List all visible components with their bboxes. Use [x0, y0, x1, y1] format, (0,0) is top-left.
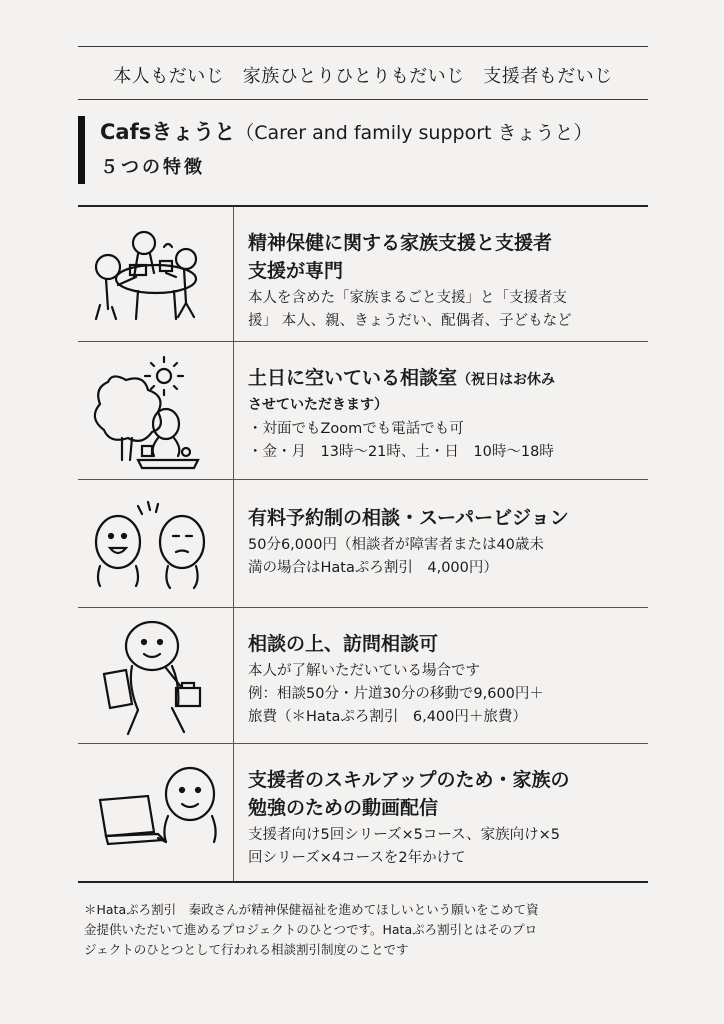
feature-heading	[248, 229, 640, 285]
feature-body	[248, 534, 640, 580]
page-title	[100, 116, 593, 146]
feature-body-line: 回シリーズ×4コースを2年かけて	[248, 850, 466, 866]
feature-body-line: 本人が了解いただいている場合です	[248, 663, 480, 679]
feature-body-line: 援」 本人、親、きょうだい、配偶者、子どもなど	[248, 313, 572, 329]
feature-row-1	[78, 205, 648, 343]
feature-body-line: 旅費（＊Hataぷろ割引 6,400円＋旅費）	[248, 709, 527, 725]
feature-heading-line: 相談の上、訪問相談可	[248, 633, 439, 655]
feature-body	[248, 418, 640, 464]
feature-heading-note: させていただきます）	[248, 397, 388, 413]
feature-body	[248, 287, 640, 333]
feature-heading	[248, 766, 640, 822]
feature-body-line: 本人を含めた「家族まるごと支援」と「支援者支	[248, 290, 567, 306]
feature-row-3	[78, 479, 648, 608]
row-divider	[233, 744, 234, 882]
feature-body-line: 例：相談50分・片道30分の移動で9,600円＋	[248, 686, 544, 702]
footnote-line: ＊Hataぷろ割引 秦政さんが精神保健福祉を進めてほしいという願いをこめて資	[84, 902, 539, 917]
feature-row-2	[78, 341, 648, 480]
feature-text-2	[248, 364, 640, 464]
feature-heading-line	[248, 364, 640, 394]
home-visit-icon	[78, 608, 233, 744]
footnote-line: 金提供いただいて進めるプロジェクトのひとつです。Hataぷろ割引とはそのプロ	[84, 922, 538, 937]
table-bottom-rule	[78, 881, 648, 883]
feature-heading-line: 精神保健に関する家族支援と支援者	[248, 232, 553, 254]
feature-heading	[248, 630, 640, 658]
feature-heading	[248, 364, 640, 416]
row-divider	[233, 207, 234, 343]
feature-heading-main: 土日に空いている相談室	[248, 367, 458, 389]
feature-heading-line: 支援が専門	[248, 260, 344, 282]
footnote-line: ジェクトのひとつとして行われる相談割引制度のことです	[84, 942, 409, 957]
row-divider	[233, 480, 234, 608]
page-subtitle: ５つの特徴	[100, 157, 205, 178]
row-divider	[233, 608, 234, 744]
feature-body-line: ・金・月 13時～21時、土・日 10時～18時	[248, 444, 554, 460]
tagline-rule	[78, 99, 648, 100]
tree-picnic-icon	[78, 342, 233, 480]
features-table	[78, 205, 648, 881]
feature-body	[248, 824, 640, 870]
feature-text-1	[248, 229, 640, 333]
top-rule	[78, 46, 648, 47]
title-accent-bar	[78, 116, 85, 184]
feature-text-3	[248, 504, 640, 580]
feature-body-line: 満の場合はHataぷろ割引 4,000円）	[248, 560, 498, 576]
feature-heading-line: 勉強のための動画配信	[248, 797, 439, 819]
feature-text-4	[248, 630, 640, 729]
family-meeting-icon	[78, 207, 233, 343]
feature-body-line: ・対面でもZoomでも電話でも可	[248, 421, 464, 437]
laptop-video-icon	[78, 744, 233, 882]
title-english: （Carer and family support きょうと）	[235, 122, 593, 144]
feature-heading-line: 支援者のスキルアップのため・家族の	[248, 769, 570, 791]
tagline: 本人もだいじ 家族ひとりひとりもだいじ 支援者もだいじ	[113, 66, 613, 87]
title-main-text: Cafsきょうと	[100, 120, 236, 144]
feature-heading-line: 有料予約制の相談・スーパービジョン	[248, 507, 569, 529]
feature-body	[248, 660, 640, 729]
feature-row-5	[78, 743, 648, 882]
feature-heading-note: （祝日はお休み	[457, 372, 556, 388]
feature-text-5	[248, 766, 640, 870]
feature-heading	[248, 504, 640, 532]
footnote	[84, 900, 642, 960]
feature-body-line: 50分6,000円（相談者が障害者または40歳未	[248, 537, 544, 553]
feature-row-4	[78, 607, 648, 744]
feature-body-line: 支援者向け5回シリーズ×5コース、家族向け×5	[248, 827, 560, 843]
two-people-talking-icon	[78, 480, 233, 608]
row-divider	[233, 342, 234, 480]
